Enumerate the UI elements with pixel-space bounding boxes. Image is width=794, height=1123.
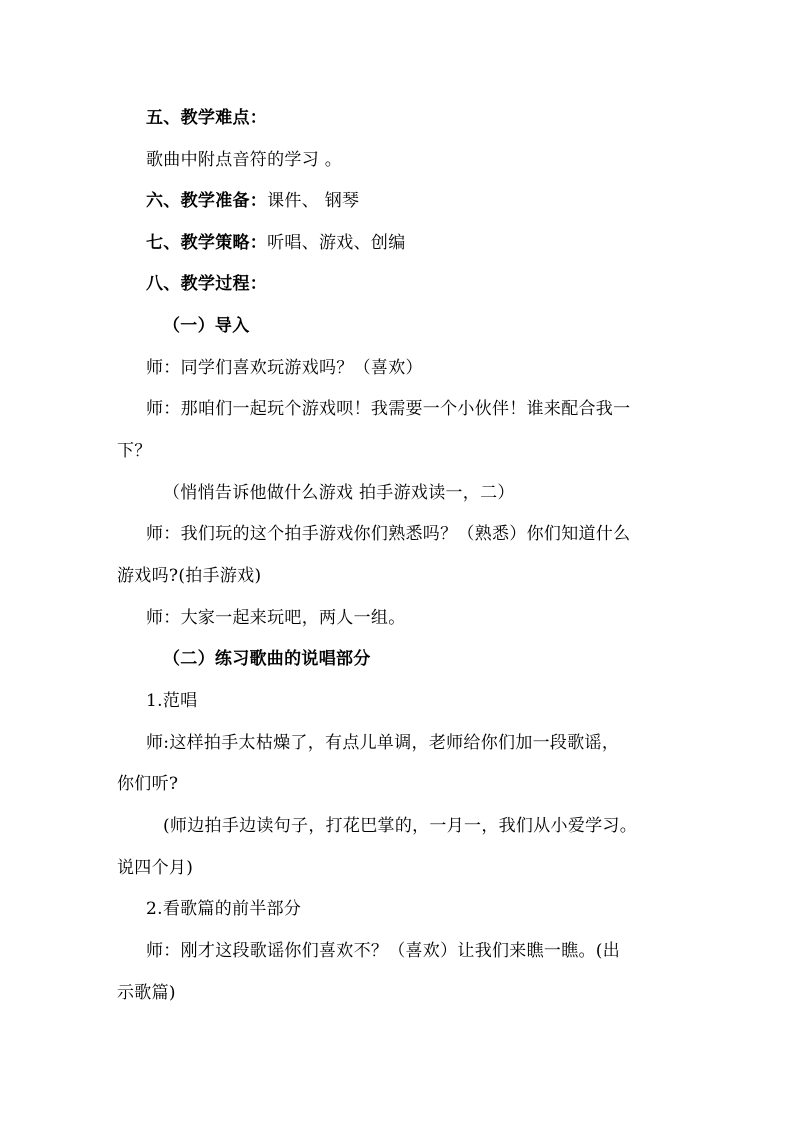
heading-label: 七、教学策略： xyxy=(146,233,268,253)
paragraph-line: (师边拍手边读句子，打花巴掌的，一月一，我们从小爱学习。 xyxy=(163,816,638,836)
heading-teaching-difficulty: 五、教学难点： xyxy=(146,108,268,128)
heading-teaching-strategy xyxy=(146,231,406,255)
paragraph-line: 你们听? xyxy=(117,774,179,794)
list-item: 2.看歌篇的前半部分 xyxy=(146,899,302,919)
paragraph-line: 师:这样拍手太枯燥了，有点儿单调，老师给你们加一段歌谣， xyxy=(146,733,620,753)
paragraph-line: 师：我们玩的这个拍手游戏你们熟悉吗？（熟悉）你们知道什么 xyxy=(146,524,631,544)
heading-label: 六、教学准备： xyxy=(146,191,268,211)
heading-value: 听唱、游戏、创编 xyxy=(267,233,406,253)
heading-teaching-preparation xyxy=(146,189,359,213)
paragraph-line: 示歌篇) xyxy=(117,983,176,1003)
paragraph-line: 下？ xyxy=(117,441,152,461)
paragraph: （悄悄告诉他做什么游戏 拍手游戏读一，二） xyxy=(163,483,515,503)
paragraph-line: 游戏吗?(拍手游戏) xyxy=(117,566,262,586)
paragraph-line: 说四个月) xyxy=(117,858,194,878)
paragraph-line: 师：那咱们一起玩个游戏呗！我需要一个小伙伴！谁来配合我一 xyxy=(146,399,631,419)
heading-value: 课件、 钢琴 xyxy=(267,191,360,211)
section-title-practice: （二）练习歌曲的说唱部分 xyxy=(163,649,371,669)
list-item: 1.范唱 xyxy=(146,691,198,711)
heading-teaching-process: 八、教学过程： xyxy=(146,274,268,294)
paragraph: 师：大家一起来玩吧，两人一组。 xyxy=(146,608,406,628)
paragraph: 师：同学们喜欢玩游戏吗？（喜欢） xyxy=(146,358,423,378)
difficulty-text: 歌曲中附点音符的学习 。 xyxy=(146,150,343,170)
paragraph-line: 师：刚才这段歌谣你们喜欢不？（喜欢）让我们来瞧一瞧。(出 xyxy=(146,941,621,961)
section-title-intro: （一）导入 xyxy=(163,316,250,336)
